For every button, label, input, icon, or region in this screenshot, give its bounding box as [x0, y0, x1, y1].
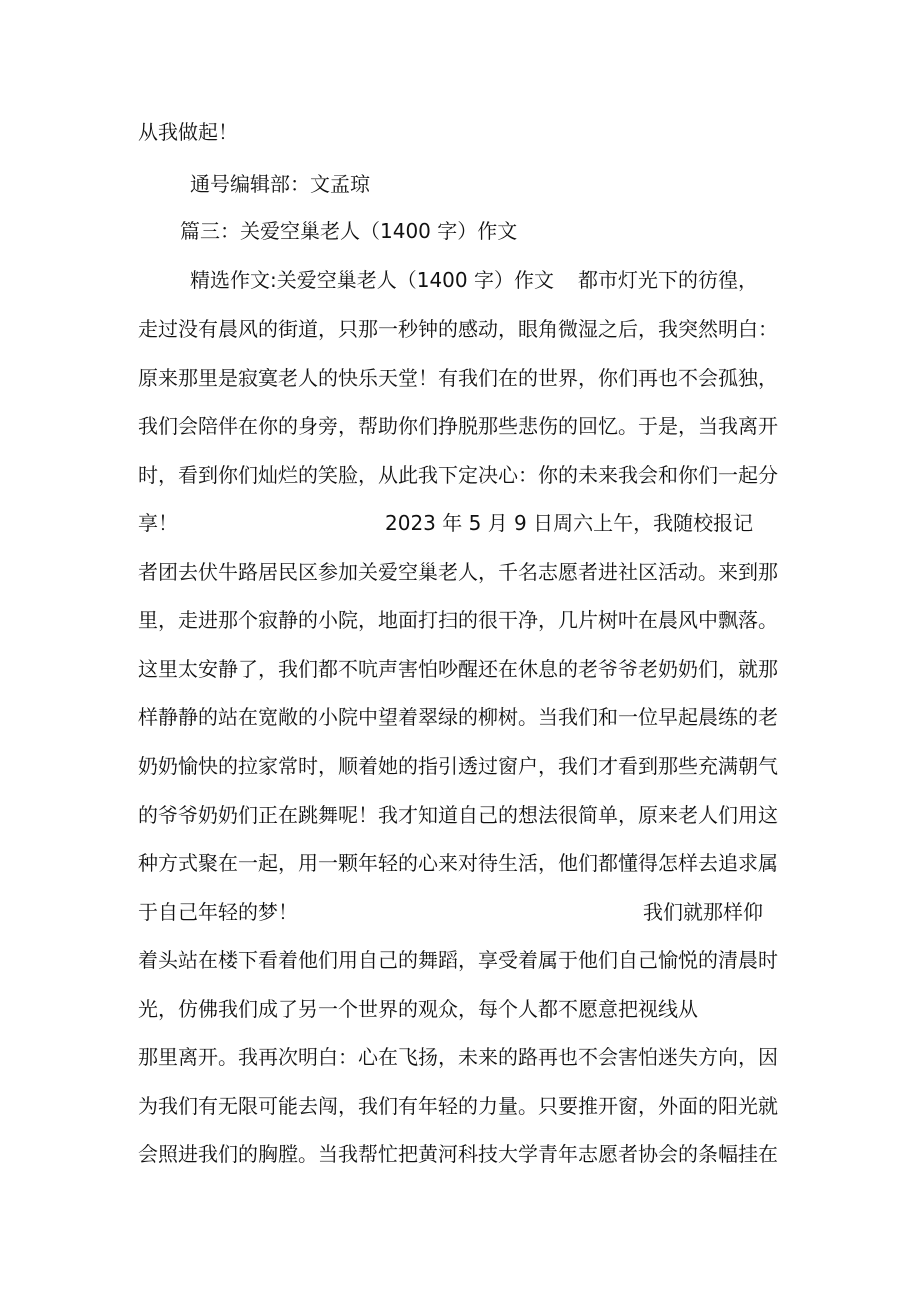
text-line: 都市灯光下的彷徨， — [578, 268, 758, 292]
essay-title: 精选作文:关爱空巢老人（1400 字）作文 — [190, 268, 554, 292]
text-line: 这里太安静了，我们都不吭声害怕吵醒还在休息的老爷爷老奶奶们，就那 — [138, 657, 778, 681]
text-line: 我们就那样仰 — [643, 900, 763, 924]
text-line: 享！ — [138, 511, 178, 535]
text-line: 走过没有晨风的街道，只那一秒钟的感动，眼角微湿之后，我突然明白： — [138, 317, 778, 341]
text-line: 从我做起！ — [138, 120, 238, 144]
text-line: 者团去伏牛路居民区参加关爱空巢老人，千名志愿者进社区活动。来到那 — [138, 560, 778, 584]
text-line: 种方式聚在一起，用一颗年轻的心来对待生活，他们都懂得怎样去追求属 — [138, 851, 778, 875]
text-line: 光，仿佛我们成了另一个世界的观众，每个人都不愿意把视线从 — [138, 997, 698, 1021]
text-line: 着头站在楼下看着他们用自己的舞蹈，享受着属于他们自己愉悦的清晨时 — [138, 948, 778, 972]
text-line: 时，看到你们灿烂的笑脸，从此我下定决心：你的未来我会和你们一起分 — [138, 463, 778, 487]
text-line: 里，走进那个寂静的小院，地面打扫的很干净，几片树叶在晨风中飘落。 — [138, 608, 778, 632]
text-line: 原来那里是寂寞老人的快乐天堂！有我们在的世界，你们再也不会孤独， — [138, 366, 778, 390]
text-line: 会照进我们的胸膛。当我帮忙把黄河科技大学青年志愿者协会的条幅挂在 — [138, 1142, 778, 1166]
text-line: 的爷爷奶奶们正在跳舞呢！我才知道自己的想法很简单，原来老人们用这 — [138, 803, 778, 827]
text-line: 样静静的站在宽敞的小院中望着翠绿的柳树。当我们和一位早起晨练的老 — [138, 705, 778, 729]
text-line: 2023 年 5 月 9 日周六上午，我随校报记 — [385, 511, 754, 535]
text-line: 我们会陪伴在你的身旁，帮助你们挣脱那些悲伤的回忆。于是，当我离开 — [138, 414, 778, 438]
section-heading: 篇三：关爱空巢老人（1400 字）作文 — [180, 219, 518, 243]
text-line: 那里离开。我再次明白：心在飞扬，未来的路再也不会害怕迷失方向，因 — [138, 1045, 778, 1069]
editor-credit: 通号编辑部：文孟琼 — [190, 172, 370, 196]
text-line: 奶奶愉快的拉家常时，顺着她的指引透过窗户，我们才看到那些充满朝气 — [138, 754, 778, 778]
text-line: 于自己年轻的梦！ — [138, 900, 298, 924]
text-line: 为我们有无限可能去闯，我们有年轻的力量。只要推开窗，外面的阳光就 — [138, 1094, 778, 1118]
